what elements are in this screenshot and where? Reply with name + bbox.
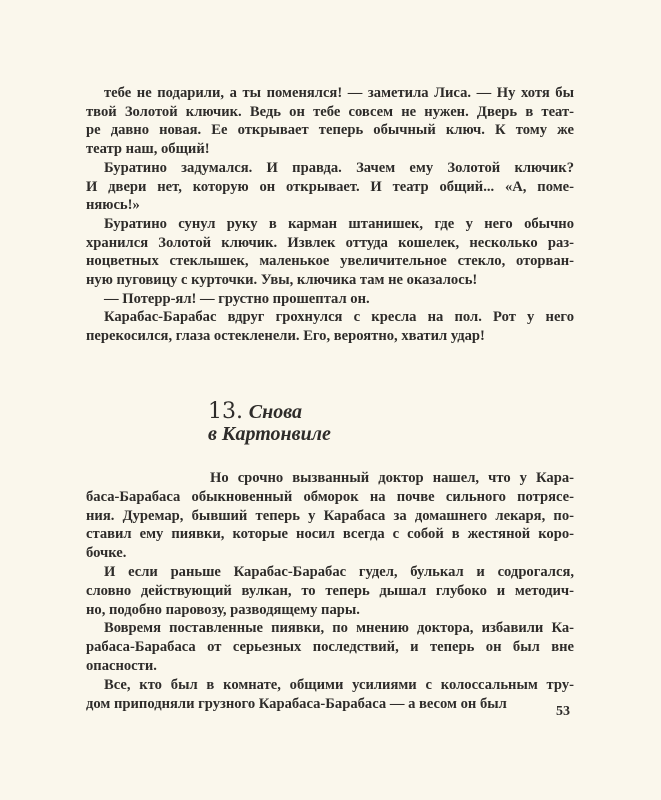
text-line: Вовремя поставленные пиявки, по мнению доктора, избавили Ка- bbox=[104, 620, 574, 637]
chapter-heading bbox=[208, 398, 302, 424]
chapter-number: 13. bbox=[208, 399, 243, 424]
text-line: но, подобно паровозу, разводящему пары. bbox=[86, 601, 360, 618]
text-line: ния. Дуремар, бывший теперь у Карабаса за домашнего лекаря, по- bbox=[86, 507, 574, 524]
text-line: ставил ему пиявки, которые носил всегда с собой в жестяной коро- bbox=[86, 526, 574, 543]
text-line: Карабас-Барабас вдруг грохнулся с кресла на пол. Рот у него bbox=[104, 309, 574, 326]
text-line: словно действующий вулкан, то теперь дышал глубоко и методич- bbox=[86, 582, 574, 599]
text-line: ную пуговицу с курточки. Увы, ключика там не оказалось! bbox=[86, 272, 478, 288]
text-line: хранился Золотой ключик. Извлек оттуда кошелек, несколько раз- bbox=[86, 234, 574, 251]
text-line: Но срочно вызванный доктор нашел, что у Кара- bbox=[210, 470, 574, 486]
chapter-title-line2: в Картонвиле bbox=[208, 423, 331, 445]
text-line: ноцветных стеклышек, маленькое увеличительное стекло, оторван- bbox=[86, 253, 574, 270]
text-line: дом приподняли грузного Карабаса-Барабаса — а весом он был bbox=[86, 695, 507, 712]
text-line: театр наш, общий! bbox=[86, 141, 210, 158]
text-line: Буратино сунул руку в карман штанишек, где у него обычно bbox=[104, 215, 574, 232]
text-line: Буратино задумался. И правда. Зачем ему Золотой ключик? bbox=[104, 159, 574, 176]
text-line: — Потерр-ял! — грустно прошептал он. bbox=[104, 290, 370, 307]
text-line: перекосился, глаза остекленели. Его, вероятно, хватил удар! bbox=[86, 328, 485, 345]
text-line: няюсь!» bbox=[86, 197, 140, 214]
text-line: рабаса-Барабаса от серьезных последствий, и теперь он был вне bbox=[86, 639, 574, 656]
text-line: бочке. bbox=[86, 545, 127, 562]
chapter-title-line1: Снова bbox=[248, 401, 302, 423]
text-line: ре давно новая. Ее открывает теперь обычный ключ. К тому же bbox=[86, 122, 574, 139]
text-line: И двери нет, которую он открывает. И театр общий... «А, поме- bbox=[86, 178, 574, 195]
text-line: Все, кто был в комнате, общими усилиями с колоссальным тру- bbox=[104, 676, 574, 693]
text-line: баса-Барабаса обыкновенный обморок на почве сильного потрясе- bbox=[86, 488, 574, 505]
text-line: твой Золотой ключик. Ведь он тебе совсем не нужен. Дверь в теат- bbox=[86, 103, 574, 120]
text-line: тебе не подарили, а ты поменялся! — заметила Лиса. — Ну хотя бы bbox=[104, 85, 574, 101]
page-number: 53 bbox=[556, 704, 570, 719]
text-line: опасности. bbox=[86, 658, 157, 674]
text-line: И если раньше Карабас-Барабас гудел, булькал и содрогался, bbox=[104, 564, 574, 580]
